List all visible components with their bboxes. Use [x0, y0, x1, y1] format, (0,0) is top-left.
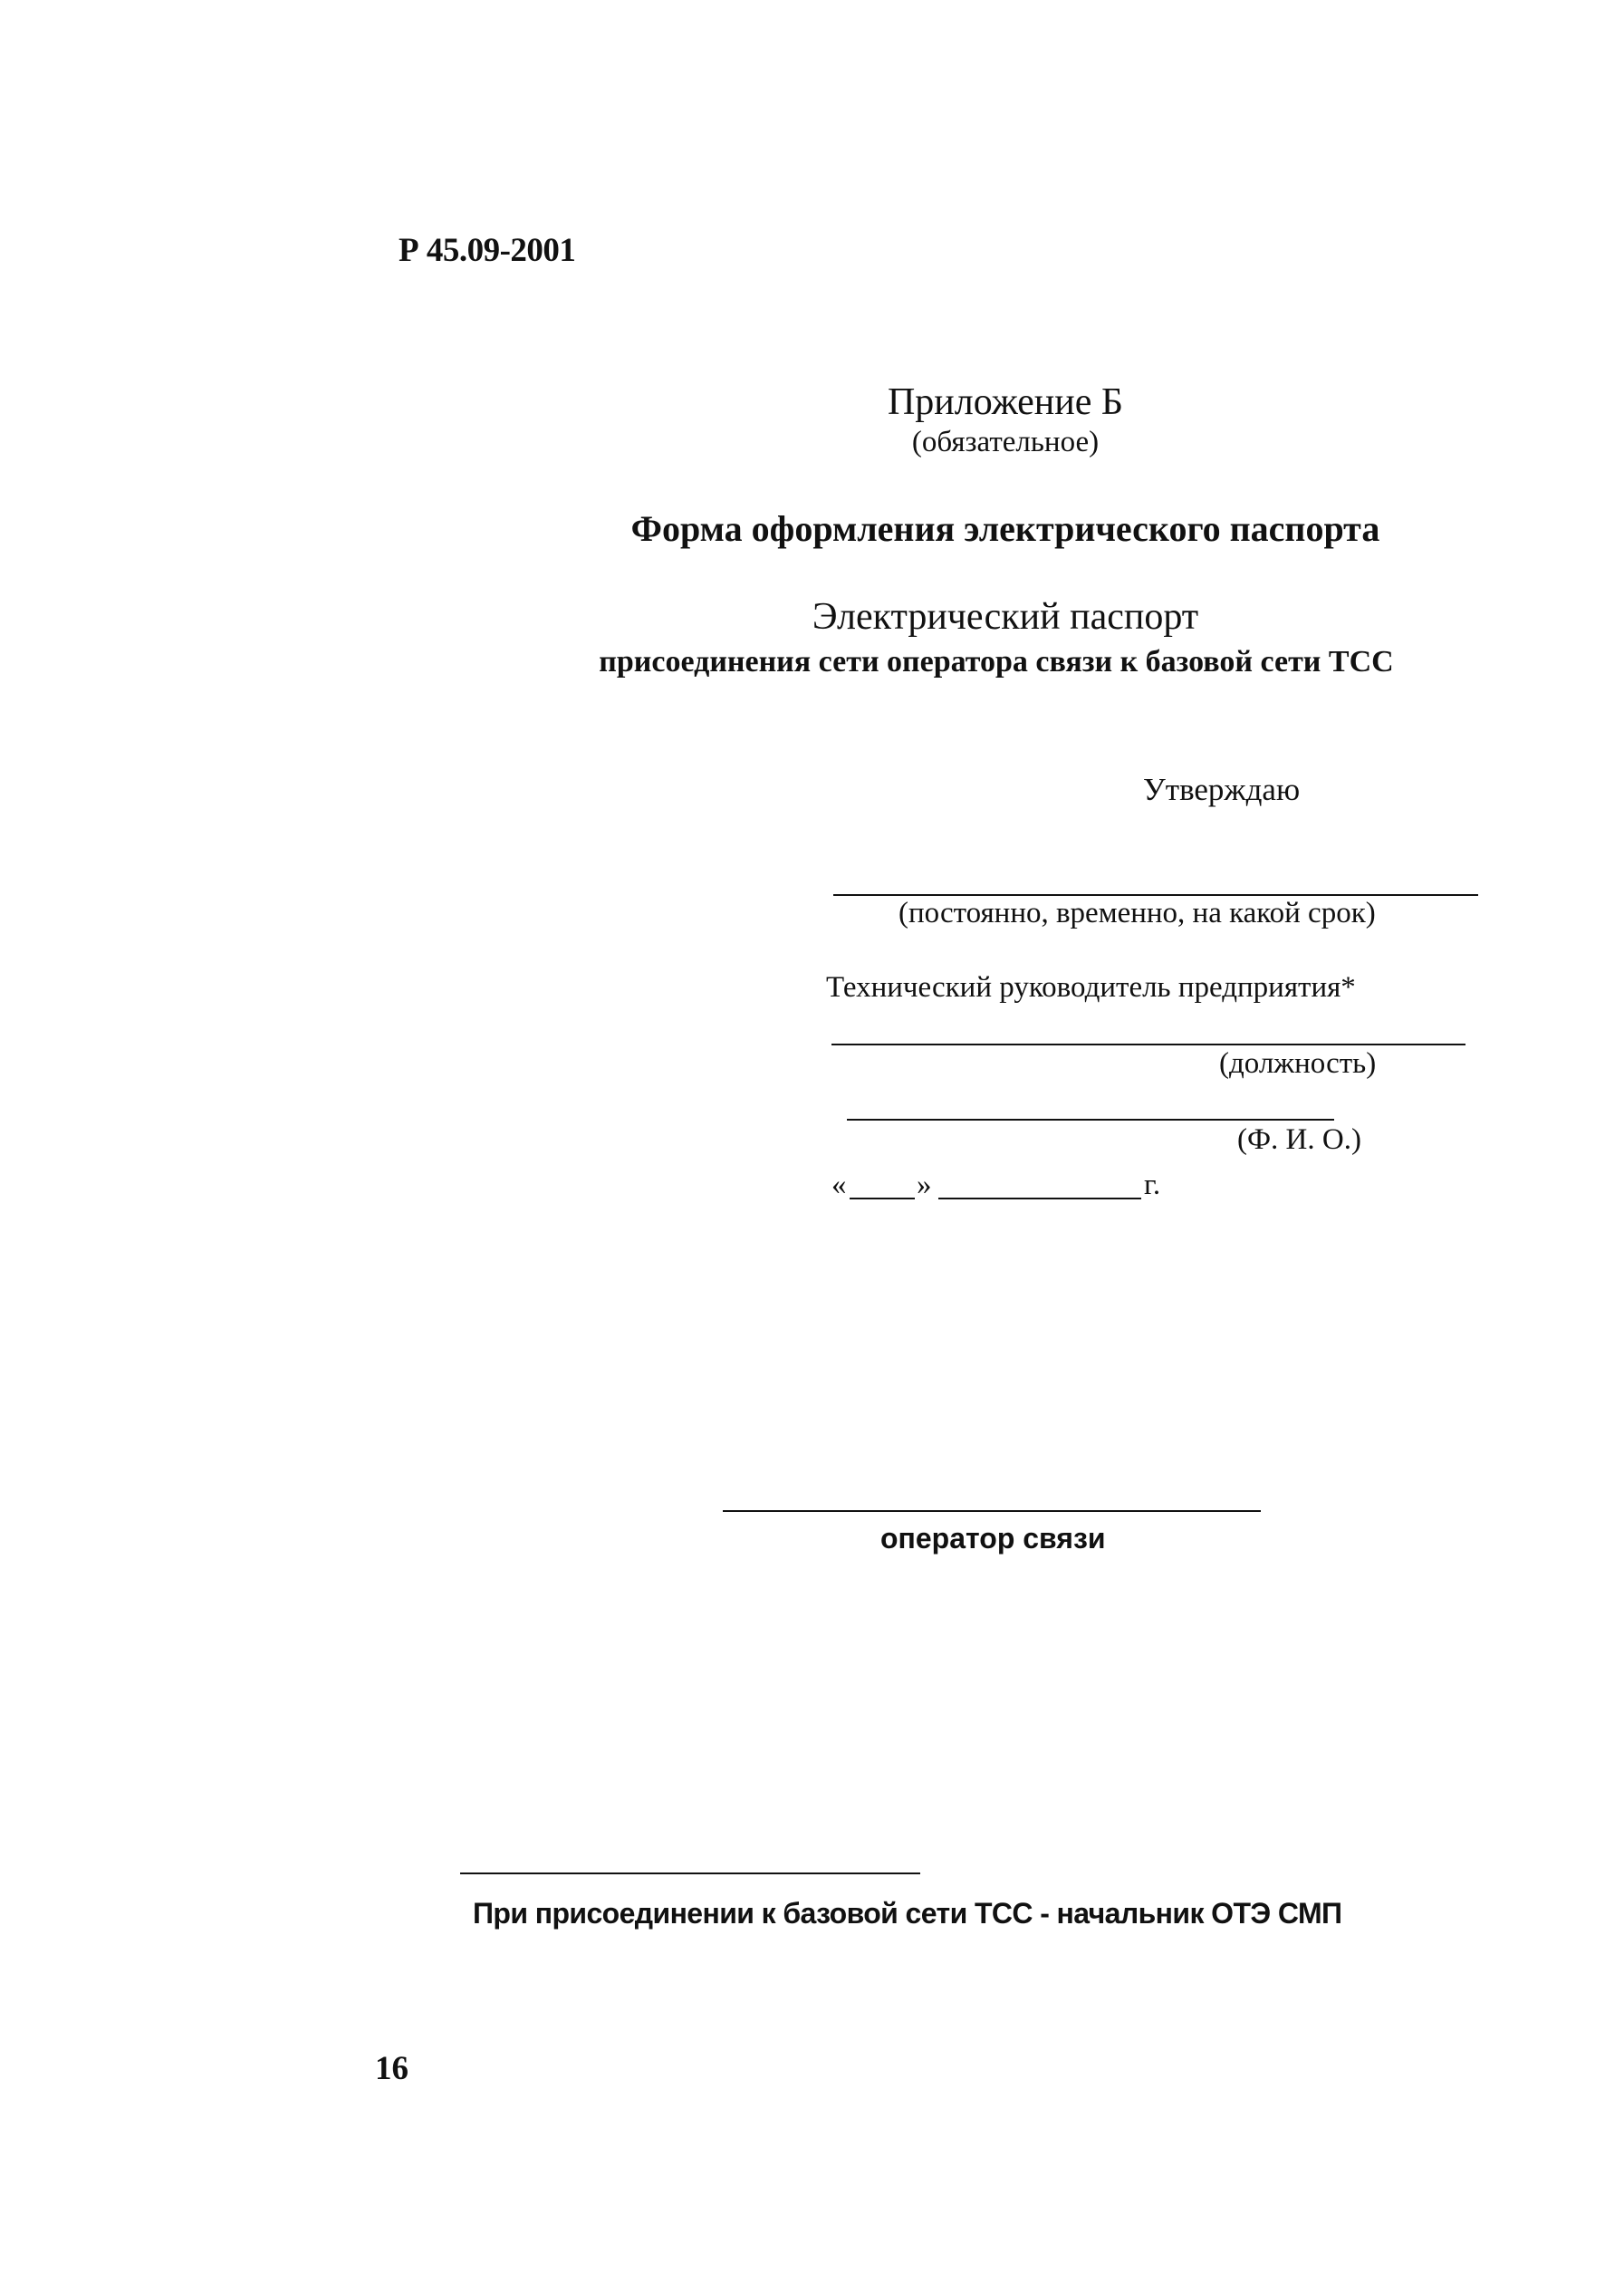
position-caption: (должность)	[1219, 1047, 1377, 1080]
operator-signature-line	[723, 1510, 1261, 1512]
term-signature-line	[833, 894, 1478, 896]
passport-subtitle: присоединения сети оператора связи к базовой сети ТСС	[599, 645, 1394, 679]
fio-signature-line	[847, 1119, 1334, 1121]
term-caption: (постоянно, временно, на какой срок)	[898, 897, 1376, 929]
head-label: Технический руководитель предприятия*	[826, 971, 1356, 1004]
date-close-quote: »	[917, 1169, 932, 1201]
appendix-title: Приложение Б	[887, 381, 1124, 423]
date-open-quote: «	[831, 1169, 847, 1201]
year-suffix: г.	[1144, 1169, 1161, 1201]
date-month-line	[938, 1198, 1141, 1199]
approve-label: Утверждаю	[1143, 772, 1301, 807]
fio-caption: (Ф. И. О.)	[1237, 1123, 1361, 1156]
date-day-line	[850, 1198, 915, 1199]
footnote-text: При присоединении к базовой сети ТСС - начальник ОТЭ СМП	[473, 1897, 1342, 1930]
position-signature-line	[831, 1044, 1465, 1045]
form-title: Форма оформления электрического паспорта	[630, 508, 1380, 549]
passport-title: Электрический паспорт	[812, 596, 1199, 638]
page-number: 16	[375, 2050, 408, 2087]
footnote-separator	[460, 1872, 920, 1874]
operator-caption: оператор связи	[880, 1522, 1106, 1555]
doc-code: Р 45.09-2001	[399, 232, 576, 269]
appendix-subtitle: (обязательное)	[911, 426, 1100, 458]
